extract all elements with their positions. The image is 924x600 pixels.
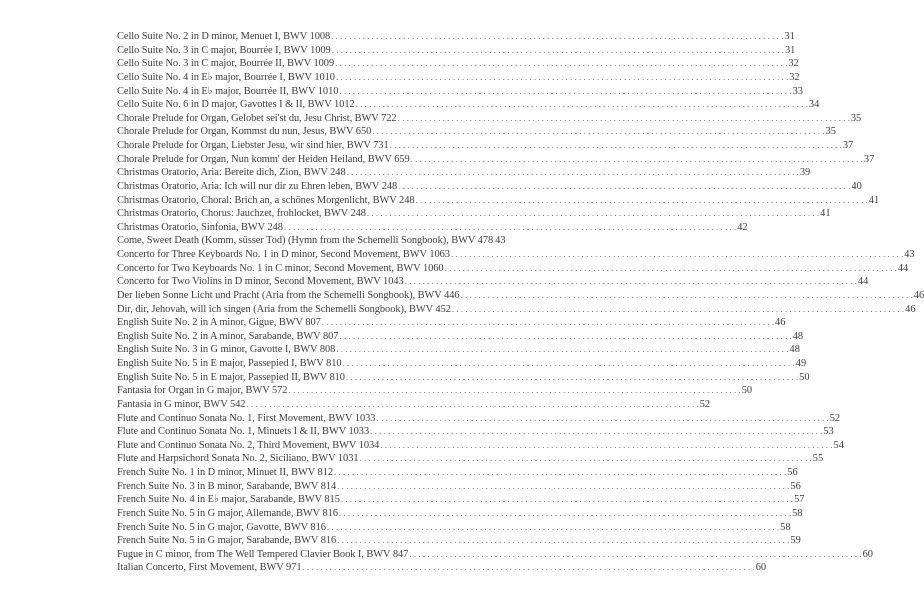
dot-leader <box>380 439 832 453</box>
toc-entry[interactable] <box>117 57 799 71</box>
dot-leader <box>331 30 783 44</box>
toc-entry[interactable] <box>117 30 795 44</box>
dot-leader <box>376 412 828 426</box>
toc-entry[interactable] <box>117 534 801 548</box>
toc-entry-title: Cello Suite No. 4 in E♭ major, Bourrée II, BWV 1010 <box>117 85 339 97</box>
toc-entry-page-number: 56 <box>787 467 798 478</box>
toc-entry-title: Fantasia for Organ in G major, BWV 572 <box>117 385 288 397</box>
toc-entry-title: Cello Suite No. 3 in C major, Bourrée II, BWV 1009 <box>117 58 335 70</box>
toc-entry-page-number: 58 <box>792 507 803 519</box>
toc-entry-page-number: 32 <box>788 58 799 70</box>
dot-leader <box>398 112 850 126</box>
toc-entry[interactable] <box>117 425 834 439</box>
toc-entry-page-number: 59 <box>790 535 801 547</box>
dot-leader <box>356 98 808 112</box>
toc-entry[interactable] <box>117 303 916 317</box>
toc-entry-page-number: 37 <box>863 153 875 165</box>
toc-entry[interactable] <box>117 71 800 85</box>
toc-entry-page-number: 50 <box>799 371 810 383</box>
toc-entry[interactable] <box>117 180 862 194</box>
dot-leader <box>327 521 779 535</box>
toc-entry-title: Concerto for Two Violins in D minor, Second Movement, BWV 1043 <box>117 276 404 288</box>
toc-entry-page-number: 46 <box>905 303 916 315</box>
toc-entry-title: English Suite No. 2 in A minor, Gigue, BWV 807 <box>117 317 321 329</box>
toc-entry-page-number: 60 <box>755 562 767 574</box>
toc-entry[interactable] <box>117 44 796 58</box>
toc-entry-title: Der lieben Sonne Licht und Pracht (Aria from the Schemelli Songbook), BWV 446 <box>117 289 460 301</box>
dot-leader <box>339 85 791 99</box>
dot-leader <box>346 371 798 385</box>
toc-entry-title: French Suite No. 5 in G major, Sarabande, BWV 816 <box>117 535 337 547</box>
toc-entry[interactable] <box>117 316 786 330</box>
toc-entry[interactable] <box>117 398 711 412</box>
toc-entry[interactable] <box>117 98 820 112</box>
toc-entry[interactable] <box>117 507 803 521</box>
toc-entry-page-number: 48 <box>792 330 804 342</box>
toc-entry[interactable] <box>117 412 841 426</box>
toc-entry-page-number: 41 <box>868 194 880 206</box>
toc-entry[interactable] <box>117 262 909 276</box>
toc-entry-page-number: 31 <box>784 31 795 42</box>
dot-leader <box>336 71 788 85</box>
toc-entry[interactable] <box>117 480 801 494</box>
toc-entry-title: Flute and Continuo Sonata No. 1, First Movement, BWV 1033 <box>117 412 376 424</box>
toc-entry-title: English Suite No. 5 in E major, Passepied I, BWV 810 <box>117 358 342 369</box>
toc-entry-title: Italian Concerto, First Movement, BWV 971 <box>117 562 302 574</box>
dot-leader <box>461 289 913 303</box>
toc-entry[interactable] <box>117 153 875 167</box>
toc-entry[interactable] <box>117 330 804 344</box>
dot-leader <box>284 221 736 235</box>
toc-entry[interactable] <box>117 548 873 562</box>
dot-leader <box>360 452 812 466</box>
toc-entry-title: Cello Suite No. 3 in C major, Bourrée I, BWV 1009 <box>117 44 331 56</box>
toc-entry-page-number: 44 <box>897 262 909 274</box>
toc-entry-page-number: 43 <box>904 249 915 260</box>
toc-entry-title: French Suite No. 1 in D minor, Minuet II, BWV 812 <box>117 467 333 478</box>
toc-entry-page-number: 50 <box>741 385 753 397</box>
dot-leader <box>334 466 786 480</box>
toc-entry-title: Flute and Continuo Sonata No. 1, Minuets I & II, BWV 1033 <box>117 426 370 438</box>
toc-entry-page-number: 49 <box>795 358 807 369</box>
dot-leader <box>341 493 793 507</box>
dot-leader <box>246 398 698 412</box>
toc-entry-page-number: 40 <box>851 180 862 192</box>
toc-entry-page-number: 53 <box>823 426 834 438</box>
toc-entry-title: Flute and Continuo Sonata No. 2, Third Movement, BWV 1034 <box>117 439 380 451</box>
dot-leader <box>335 57 787 71</box>
toc-entry[interactable] <box>117 234 506 248</box>
toc-entry-page-number: 32 <box>789 71 800 83</box>
toc-entry-title: English Suite No. 2 in A minor, Sarabande, BWV 807 <box>117 330 339 342</box>
toc-entry-page-number: 60 <box>862 548 873 560</box>
toc-entry-page-number: 43 <box>495 235 506 247</box>
dot-leader <box>339 330 791 344</box>
toc-entry-page-number: 54 <box>833 439 844 451</box>
dot-leader <box>339 507 791 521</box>
dot-leader <box>409 548 861 562</box>
toc-entry-page-number: 37 <box>842 140 854 151</box>
toc-entry[interactable] <box>117 221 748 235</box>
dot-leader <box>370 425 822 439</box>
dot-leader <box>332 44 784 58</box>
toc-entry[interactable] <box>117 493 805 507</box>
toc-entry-title: Cello Suite No. 4 in E♭ major, Bourrée I, BWV 1010 <box>117 71 335 83</box>
dot-leader <box>336 343 788 357</box>
dot-leader <box>390 139 842 153</box>
dot-leader <box>405 275 857 289</box>
toc-entry-page-number: 35 <box>850 112 862 124</box>
toc-entry[interactable] <box>117 166 811 180</box>
toc-entry-page-number: 34 <box>808 99 820 111</box>
toc-entry[interactable] <box>117 248 915 262</box>
toc-entry[interactable] <box>117 85 803 99</box>
dot-leader <box>445 262 897 276</box>
toc-entry-page-number: 57 <box>794 494 805 506</box>
toc-entry-page-number: 55 <box>812 453 824 465</box>
dot-leader <box>337 534 789 548</box>
toc-entry[interactable] <box>117 452 824 466</box>
toc-entry-title: Christmas Oratorio, Chorus: Jauchzet, frohlocket, BWV 248 <box>117 208 366 220</box>
toc-entry-title: Christmas Oratorio, Choral: Brich an, a schönes Morgenlicht, BWV 248 <box>117 194 415 206</box>
toc-entry-title: Flute and Harpsichord Sonata No. 2, Siciliano, BWV 1031 <box>117 453 359 465</box>
toc-entry-title: Chorale Prelude for Organ, Kommst du nun, Jesus, BWV 650 <box>117 126 372 138</box>
toc-entry[interactable] <box>117 384 753 398</box>
toc-entry-title: English Suite No. 3 in G minor, Gavotte I, BWV 808 <box>117 344 336 356</box>
dot-leader <box>367 207 819 221</box>
toc-entry[interactable] <box>117 125 836 139</box>
toc-entry-title: Chorale Prelude for Organ, Gelobet sei'st du, Jesu Christ, BWV 722 <box>117 112 397 124</box>
toc-entry-page-number: 58 <box>780 521 791 533</box>
toc-entry-page-number: 44 <box>857 276 869 288</box>
toc-entry-title: French Suite No. 3 in B minor, Sarabande, BWV 814 <box>117 480 337 492</box>
toc-entry-title: Concerto for Two Keyboards No. 1 in C minor, Second Movement, BWV 1060 <box>117 262 444 274</box>
toc-entry-title: Fugue in C minor, from The Well Tempered Clavier Book I, BWV 847 <box>117 548 409 560</box>
toc-entry-page-number: 31 <box>784 44 796 56</box>
toc-entry-page-number: 42 <box>737 221 748 233</box>
toc-entry-page-number: 46 <box>775 317 786 329</box>
toc-entry[interactable] <box>117 112 862 126</box>
toc-entry-title: Cello Suite No. 2 in D minor, Menuet I, BWV 1008 <box>117 31 331 42</box>
toc-entry-title: English Suite No. 5 in E major, Passepied II, BWV 810 <box>117 371 345 383</box>
toc-entry[interactable] <box>117 439 844 453</box>
toc-entry-page-number: 39 <box>799 167 811 179</box>
toc-entry[interactable] <box>117 343 800 357</box>
toc-entry-title: Chorale Prelude for Organ, Nun komm' der Heiden Heiland, BWV 659 <box>117 153 410 165</box>
toc-entry[interactable] <box>117 194 880 208</box>
toc-entry-title: French Suite No. 5 in G major, Allemande, BWV 816 <box>117 507 338 519</box>
dot-leader <box>411 153 863 167</box>
toc-entry-title: French Suite No. 4 in E♭ major, Sarabande, BWV 815 <box>117 494 340 506</box>
toc-entry-title: Christmas Oratorio, Aria: Ich will nur dir zu Ehren leben, BWV 248 <box>117 180 398 192</box>
dot-leader <box>347 166 799 180</box>
dot-leader <box>398 180 850 194</box>
toc-entry-page-number: 52 <box>699 398 711 410</box>
dot-leader <box>451 248 903 262</box>
toc-entry-title: Concerto for Three Keyboards No. 1 in D minor, Second Movement, BWV 1063 <box>117 249 450 260</box>
toc-entry-title: Fantasia in G minor, BWV 542 <box>117 398 246 410</box>
dot-leader <box>372 125 824 139</box>
toc-entry[interactable] <box>117 561 767 575</box>
toc-entry-page-number: 35 <box>825 126 836 138</box>
dot-leader <box>343 357 795 371</box>
dot-leader <box>452 303 904 317</box>
toc-entry-title: Cello Suite No. 6 in D major, Gavottes I & II, BWV 1012 <box>117 99 355 111</box>
dot-leader <box>322 316 774 330</box>
toc-entry[interactable] <box>117 289 924 303</box>
toc-entry-page-number: 52 <box>829 412 841 424</box>
toc-entry-page-number: 56 <box>790 480 801 492</box>
dot-leader <box>337 480 789 494</box>
toc-entry-title: French Suite No. 5 in G major, Gavotte, BWV 816 <box>117 521 326 533</box>
toc-entry-title: Christmas Oratorio, Aria: Bereite dich, Zion, BWV 248 <box>117 167 346 179</box>
toc-entry-title: Come, Sweet Death (Komm, süsser Tod) (Hymn from the Schemelli Songbook), BWV 478 <box>117 235 494 247</box>
table-of-contents <box>117 30 924 575</box>
toc-entry-title: Chorale Prelude for Organ, Liebster Jesu, wir sind hier, BWV 731 <box>117 140 389 151</box>
toc-entry-page-number: 33 <box>792 85 803 97</box>
toc-entry-title: Christmas Oratorio, Sinfonia, BWV 248 <box>117 221 283 233</box>
toc-entry[interactable] <box>117 466 798 480</box>
toc-entry-page-number: 46 <box>913 289 924 301</box>
toc-entry[interactable] <box>117 139 854 153</box>
toc-entry[interactable] <box>117 207 831 221</box>
dot-leader <box>302 561 754 575</box>
toc-entry[interactable] <box>117 371 810 385</box>
toc-entry[interactable] <box>117 275 869 289</box>
dot-leader <box>288 384 740 398</box>
toc-entry-title: Dir, dir, Jehovah, will ich singen (Aria from the Schemelli Songbook), BWV 452 <box>117 303 451 315</box>
dot-leader <box>416 194 868 208</box>
toc-entry-page-number: 41 <box>820 208 831 220</box>
toc-entry[interactable] <box>117 521 791 535</box>
toc-entry[interactable] <box>117 357 807 371</box>
toc-entry-page-number: 48 <box>789 344 800 356</box>
